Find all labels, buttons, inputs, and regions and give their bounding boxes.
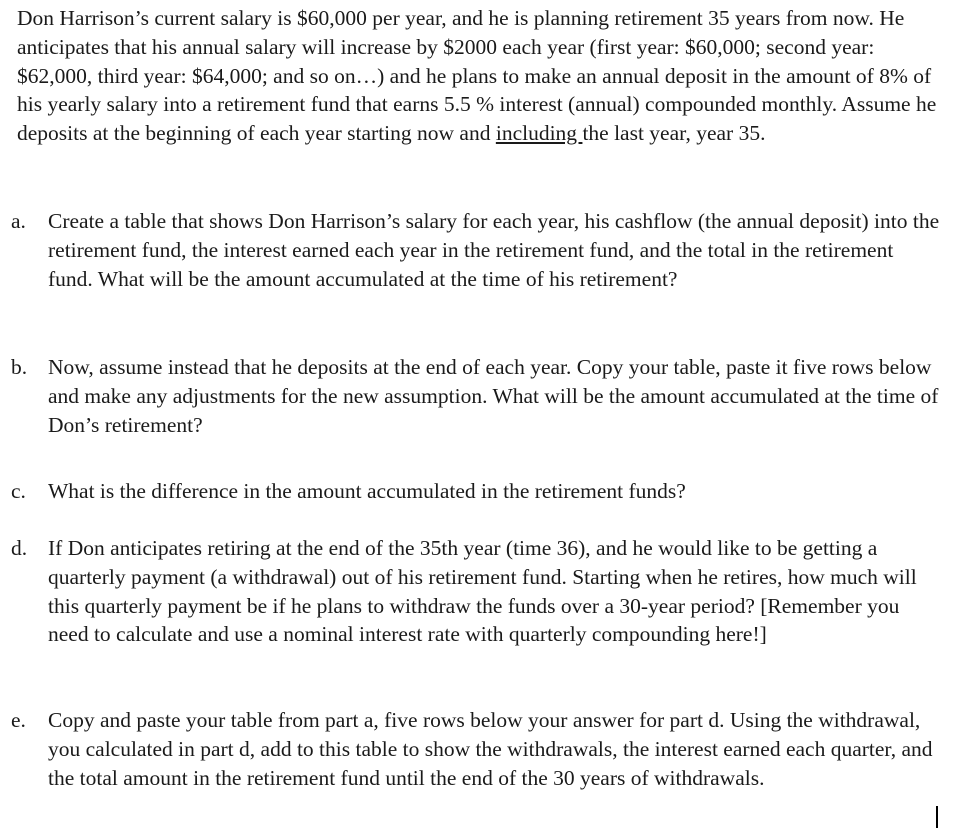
question-e-label: e. [11,708,26,732]
intro-text-part-2: the last year, year 35. [582,121,766,146]
question-e-text: Copy and paste your table from part a, five rows below your answer for part d. Using the withdrawal, you calculated in part d, add to this table to show the withdrawals, the interest earned each quarter, and the total amount in the retirement fund until the end of the 30 years of withdrawals. [48,708,933,790]
text-cursor [936,806,938,828]
question-d-label: d. [11,536,28,560]
question-a-label: a. [11,209,26,233]
question-a-text: Create a table that shows Don Harrison’s salary for each year, his cashflow (the annual deposit) into the retirement fund, the interest earned each year in the retirement fund, and the total in the retirement fund. What will be the amount accumulated at the time of his retirement? [48,209,940,291]
question-c-label: c. [11,479,26,503]
question-b-label: b. [11,355,28,379]
question-e [11,706,941,792]
question-b-text: Now, assume instead that he deposits at the end of each year. Copy your table, paste it five rows below and make any adjustments for the new assumption. What will be the amount accumulated at the time of Don’s retirement? [48,355,939,437]
question-c-text: What is the difference in the amount accumulated in the retirement funds? [48,479,686,503]
intro-text-part-1: Don Harrison’s current salary is $60,000 per year, and he is planning retirement 35 years from now. He anticipates that his annual salary will increase by $2000 each year (first year: $60,000; second year: $62,000, third year: $64,000; and so on…) and he plans to make an annual deposit in the amount of 8% of his yearly salary into a retirement fund that earns 5.5 % interest (annual) compounded monthly. Assume he deposits at the beginning of each year starting now and [17,6,937,146]
question-d-text: If Don anticipates retiring at the end of the 35th year (time 36), and he would like to be getting a quarterly payment (a withdrawal) out of his retirement fund. Starting when he retires, how much will this quarterly payment be if he plans to withdraw the funds over a 30-year period? [Remember you need to calculate and use a nominal interest rate with quarterly compounding here!] [48,536,917,647]
underlined-including: including [495,121,583,146]
question-c [11,477,941,506]
problem-statement [17,4,947,148]
question-a [11,207,941,293]
question-d [11,534,941,649]
question-b [11,353,941,439]
